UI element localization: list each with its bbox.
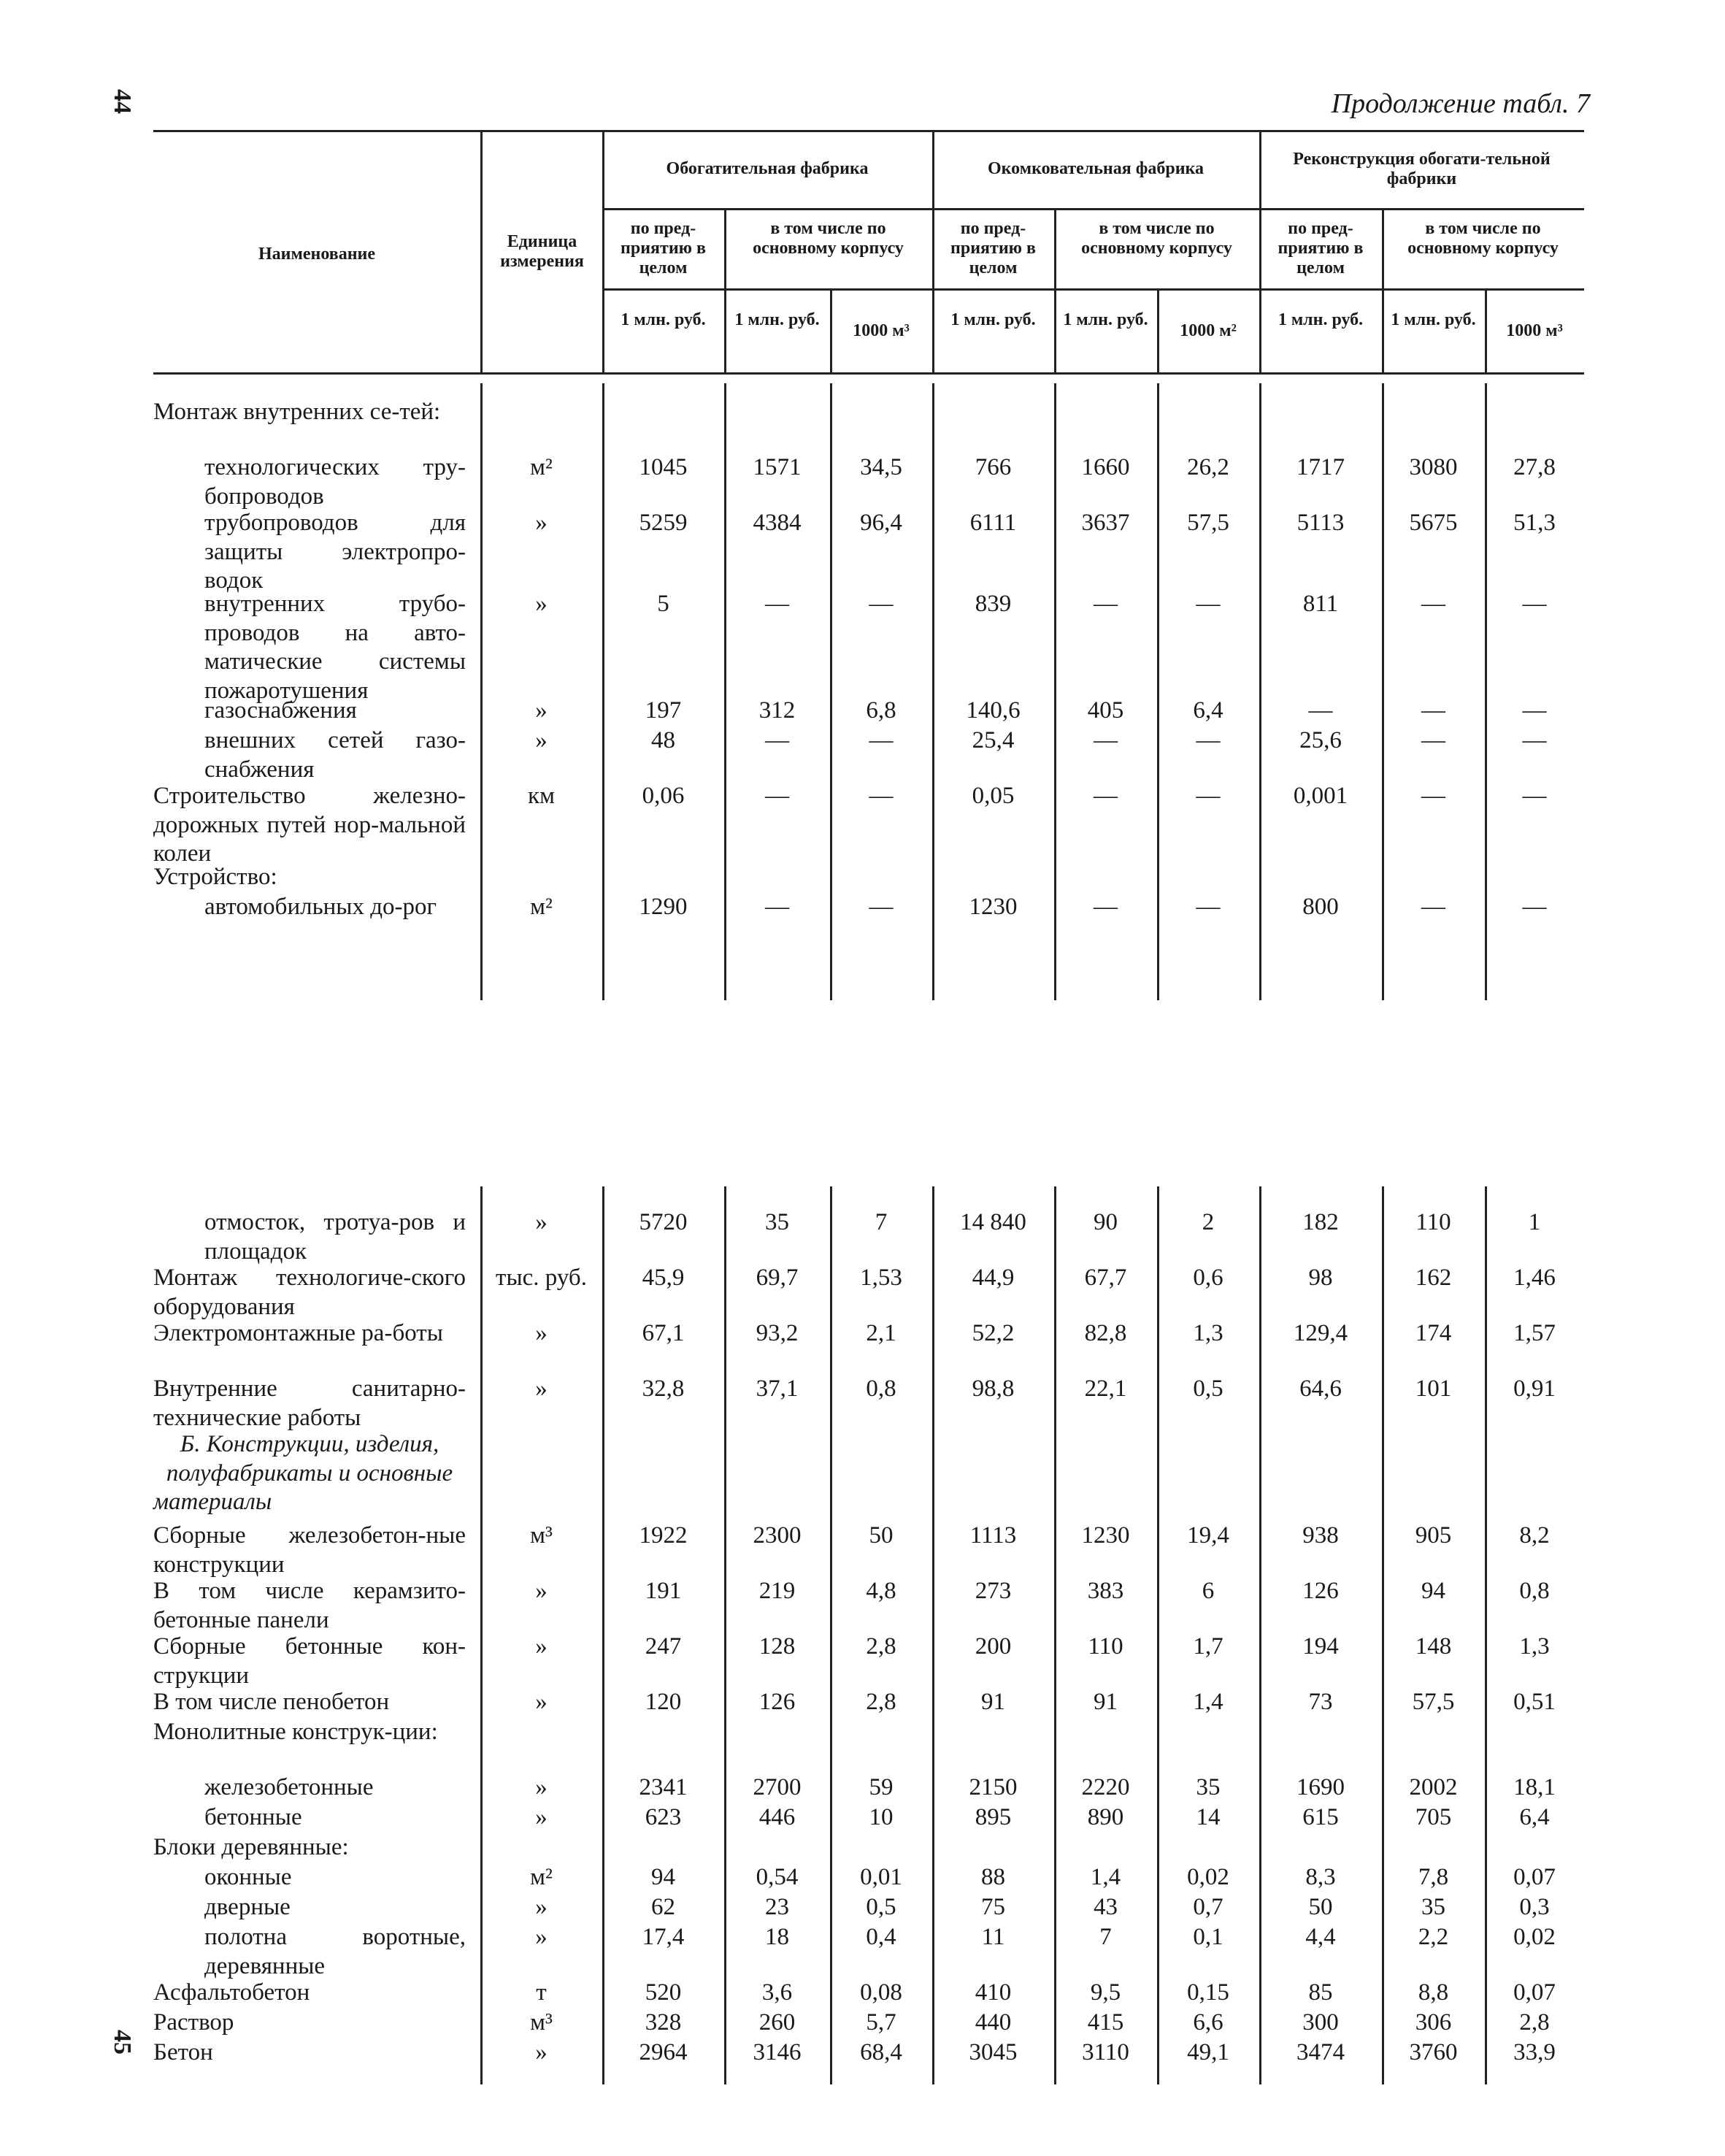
row-value: 68,4 bbox=[860, 2039, 902, 2065]
row-value: 2150 bbox=[969, 1774, 1018, 1800]
row-unit: » bbox=[535, 1320, 548, 1346]
row-name: оконные bbox=[204, 1864, 292, 1890]
row-name: Блоки деревянные: bbox=[153, 1834, 349, 1860]
row-unit: » bbox=[535, 1774, 548, 1800]
row-value: 273 bbox=[975, 1578, 1012, 1604]
header-unit-rub: 1 млн. руб. bbox=[734, 310, 820, 329]
row-value: 1,46 bbox=[1513, 1265, 1556, 1291]
row-value: 405 bbox=[1087, 697, 1124, 724]
row-value: 7 bbox=[875, 1209, 888, 1235]
row-value: 0,08 bbox=[860, 1979, 902, 2006]
row-name: Монтаж технологиче-ского оборудования bbox=[153, 1265, 466, 1320]
row-value: 73 bbox=[1308, 1689, 1333, 1715]
row-value: — bbox=[869, 591, 894, 617]
row-value: 260 bbox=[758, 2009, 796, 2036]
row-value: 6111 bbox=[969, 510, 1017, 536]
row-value: 75 bbox=[981, 1894, 1005, 1920]
row-value: 1717 bbox=[1296, 454, 1345, 480]
row-value: 0,05 bbox=[972, 783, 1015, 809]
row-value: — bbox=[1196, 727, 1221, 753]
header-unit-rub: 1 млн. руб. bbox=[1391, 310, 1476, 329]
row-name: Электромонтажные ра-боты bbox=[153, 1320, 443, 1346]
row-value: 57,5 bbox=[1187, 510, 1229, 536]
row-value: — bbox=[1522, 894, 1547, 920]
row-value: 25,6 bbox=[1299, 727, 1342, 753]
row-value: 27,8 bbox=[1513, 454, 1556, 480]
row-value: 0,1 bbox=[1193, 1924, 1223, 1950]
row-value: 1 bbox=[1528, 1209, 1541, 1235]
header-group: Обогатительная фабрика bbox=[666, 159, 869, 178]
row-value: 6,8 bbox=[866, 697, 896, 724]
row-value: 2,8 bbox=[866, 1689, 896, 1715]
row-value: 3,6 bbox=[761, 1979, 793, 2006]
row-unit: м² bbox=[530, 1864, 553, 1890]
header-unit-vol: 1000 м² bbox=[1180, 321, 1237, 340]
row-value: — bbox=[1094, 591, 1118, 617]
row-value: 415 bbox=[1087, 2009, 1124, 2036]
row-value: 67,1 bbox=[642, 1320, 685, 1346]
row-value: — bbox=[1094, 894, 1118, 920]
row-value: 96,4 bbox=[860, 510, 902, 536]
row-value: 82,8 bbox=[1084, 1320, 1127, 1346]
row-value: — bbox=[765, 894, 789, 920]
header-sub-total: по пред-приятию в целом bbox=[950, 219, 1036, 277]
row-name: Бетон bbox=[153, 2039, 213, 2065]
header-sub-total: по пред-приятию в целом bbox=[1278, 219, 1364, 277]
row-name: технологических тру-бопроводов bbox=[204, 454, 466, 510]
row-value: — bbox=[1308, 697, 1333, 724]
row-value: 3474 bbox=[1296, 2039, 1345, 2065]
row-unit: » bbox=[535, 1804, 548, 1830]
row-value: — bbox=[765, 783, 789, 809]
row-value: 766 bbox=[975, 454, 1012, 480]
row-value: 1,53 bbox=[860, 1265, 902, 1291]
row-unit: » bbox=[535, 727, 548, 753]
group-rule bbox=[932, 208, 1259, 210]
row-value: 35 bbox=[765, 1209, 789, 1235]
row-value: 67,7 bbox=[1084, 1265, 1127, 1291]
row-value: 0,5 bbox=[866, 1894, 896, 1920]
row-value: 0,06 bbox=[642, 783, 685, 809]
row-value: 2220 bbox=[1081, 1774, 1130, 1800]
row-name: автомобильных до-рог bbox=[204, 894, 437, 920]
row-value: 1,3 bbox=[1193, 1320, 1223, 1346]
row-value: 4384 bbox=[753, 510, 802, 536]
row-value: 120 bbox=[645, 1689, 682, 1715]
row-value: 25,4 bbox=[972, 727, 1015, 753]
row-value: 1,4 bbox=[1193, 1689, 1223, 1715]
row-value: — bbox=[869, 894, 894, 920]
row-value: — bbox=[1421, 591, 1445, 617]
row-value: 705 bbox=[1415, 1804, 1452, 1830]
row-value: 811 bbox=[1302, 591, 1339, 617]
row-value: 22,1 bbox=[1084, 1376, 1127, 1402]
header-name: Наименование bbox=[258, 245, 375, 264]
row-value: 162 bbox=[1415, 1265, 1452, 1291]
subgroup-rule bbox=[932, 288, 1259, 291]
row-value: 2,8 bbox=[1519, 2009, 1550, 2036]
row-value: 1045 bbox=[639, 454, 688, 480]
row-value: — bbox=[1094, 727, 1118, 753]
row-name: газоснабжения bbox=[204, 697, 357, 724]
row-value: 194 bbox=[1302, 1633, 1339, 1660]
row-value: 0,02 bbox=[1513, 1924, 1556, 1950]
row-value: 1230 bbox=[1081, 1522, 1130, 1549]
row-value: 1,57 bbox=[1513, 1320, 1556, 1346]
row-value: 0,4 bbox=[866, 1924, 896, 1950]
row-value: 8,8 bbox=[1418, 1979, 1449, 2006]
row-value: 3146 bbox=[753, 2039, 802, 2065]
row-value: 1,3 bbox=[1519, 1633, 1550, 1660]
row-value: 3080 bbox=[1409, 454, 1458, 480]
row-value: 0,001 bbox=[1293, 783, 1348, 809]
row-value: — bbox=[1196, 783, 1221, 809]
row-value: 4,4 bbox=[1305, 1924, 1336, 1950]
row-value: 129,4 bbox=[1293, 1320, 1348, 1346]
row-value: 5,7 bbox=[866, 2009, 896, 2036]
row-value: 1571 bbox=[753, 454, 802, 480]
row-value: 5113 bbox=[1296, 510, 1345, 536]
row-value: 3760 bbox=[1409, 2039, 1458, 2065]
row-value: 51,3 bbox=[1513, 510, 1556, 536]
row-name: бетонные bbox=[204, 1804, 302, 1830]
row-value: 32,8 bbox=[642, 1376, 685, 1402]
row-name: полотна воротные, деревянные bbox=[204, 1924, 466, 1979]
row-value: 90 bbox=[1094, 1209, 1118, 1235]
row-value: 6 bbox=[1202, 1578, 1215, 1604]
row-value: 11 bbox=[981, 1924, 1005, 1950]
row-unit: » bbox=[535, 591, 548, 617]
header-sub-total: по пред-приятию в целом bbox=[621, 219, 706, 277]
row-unit: » bbox=[535, 1894, 548, 1920]
row-value: 0,02 bbox=[1187, 1864, 1229, 1890]
row-value: 48 bbox=[651, 727, 675, 753]
row-unit: » bbox=[535, 510, 548, 536]
row-value: 890 bbox=[1087, 1804, 1124, 1830]
row-value: 50 bbox=[1308, 1894, 1333, 1920]
group-rule bbox=[602, 208, 932, 210]
row-name: Монолитные конструк-ции: bbox=[153, 1719, 438, 1745]
row-value: 520 bbox=[645, 1979, 682, 2006]
row-value: 306 bbox=[1415, 2009, 1452, 2036]
row-value: 5720 bbox=[639, 1209, 688, 1235]
row-value: 2300 bbox=[753, 1522, 802, 1549]
row-value: 10 bbox=[869, 1804, 894, 1830]
header-column-rule bbox=[932, 130, 934, 372]
row-value: 839 bbox=[975, 591, 1012, 617]
row-name: Монтаж внутренних се-тей: bbox=[153, 399, 441, 425]
row-value: 2341 bbox=[639, 1774, 688, 1800]
row-value: 140,6 bbox=[966, 697, 1021, 724]
row-value: 98 bbox=[1308, 1265, 1333, 1291]
header-unit-vol: 1000 м³ bbox=[853, 321, 910, 340]
row-value: — bbox=[765, 591, 789, 617]
header-column-rule bbox=[1157, 288, 1159, 372]
row-value: 14 bbox=[1196, 1804, 1221, 1830]
row-value: 44,9 bbox=[972, 1265, 1015, 1291]
row-unit: м³ bbox=[530, 2009, 553, 2036]
row-value: — bbox=[1522, 697, 1547, 724]
row-value: 623 bbox=[645, 1804, 682, 1830]
row-value: 383 bbox=[1087, 1578, 1124, 1604]
header-unit-rub: 1 млн. руб. bbox=[621, 310, 706, 329]
row-value: 0,51 bbox=[1513, 1689, 1556, 1715]
row-value: 7,8 bbox=[1418, 1864, 1449, 1890]
row-name: внутренних трубо-проводов на авто-матические системы пожаротушения bbox=[204, 591, 466, 704]
row-value: — bbox=[1196, 591, 1221, 617]
row-unit: » bbox=[535, 1578, 548, 1604]
row-value: 37,1 bbox=[756, 1376, 799, 1402]
row-value: 219 bbox=[758, 1578, 796, 1604]
row-value: 3045 bbox=[969, 2039, 1018, 2065]
row-value: 148 bbox=[1415, 1633, 1452, 1660]
header-group: Реконструкция обогати-тельной фабрики bbox=[1293, 150, 1551, 188]
row-value: 8,3 bbox=[1305, 1864, 1336, 1890]
row-value: — bbox=[1522, 783, 1547, 809]
row-value: 101 bbox=[1415, 1376, 1452, 1402]
row-value: 2,2 bbox=[1418, 1924, 1449, 1950]
section-heading: Б. Конструкции, изделия, полуфабрикаты и основные материалы bbox=[153, 1431, 453, 1516]
row-name: Асфальтобетон bbox=[153, 1979, 310, 2006]
row-value: 91 bbox=[1094, 1689, 1118, 1715]
row-value: 8,2 bbox=[1519, 1522, 1550, 1549]
row-value: 88 bbox=[981, 1864, 1005, 1890]
row-value: 312 bbox=[758, 697, 796, 724]
row-unit: » bbox=[535, 1209, 548, 1235]
row-value: 23 bbox=[765, 1894, 789, 1920]
row-value: 191 bbox=[645, 1578, 682, 1604]
row-name: В том числе пенобетон bbox=[153, 1689, 390, 1715]
row-value: 0,54 bbox=[756, 1864, 799, 1890]
row-value: 110 bbox=[1415, 1209, 1451, 1235]
row-value: 300 bbox=[1302, 2009, 1339, 2036]
row-value: 59 bbox=[869, 1774, 894, 1800]
row-unit: » bbox=[535, 697, 548, 724]
row-value: 0,91 bbox=[1513, 1376, 1556, 1402]
row-value: 50 bbox=[869, 1522, 894, 1549]
row-value: 5259 bbox=[639, 510, 688, 536]
row-value: 33,9 bbox=[1513, 2039, 1556, 2065]
row-value: 2,1 bbox=[866, 1320, 896, 1346]
row-value: 64,6 bbox=[1299, 1376, 1342, 1402]
row-value: 615 bbox=[1302, 1804, 1339, 1830]
row-value: 34,5 bbox=[860, 454, 902, 480]
header-column-rule bbox=[480, 130, 483, 372]
row-unit: км bbox=[528, 783, 555, 809]
row-value: 2700 bbox=[753, 1774, 802, 1800]
row-value: 905 bbox=[1415, 1522, 1452, 1549]
row-value: — bbox=[1094, 783, 1118, 809]
header-unit-rub: 1 млн. руб. bbox=[1063, 310, 1148, 329]
row-name: Сборные железобетон-ные конструкции bbox=[153, 1522, 466, 1578]
row-unit: » bbox=[535, 1924, 548, 1950]
row-name: Сборные бетонные кон-струкции bbox=[153, 1633, 466, 1689]
row-value: 2964 bbox=[639, 2039, 688, 2065]
row-value: — bbox=[1196, 894, 1221, 920]
row-name: железобетонные bbox=[204, 1774, 374, 1800]
row-value: 35 bbox=[1196, 1774, 1221, 1800]
row-unit: » bbox=[535, 1633, 548, 1660]
row-value: 6,4 bbox=[1193, 697, 1223, 724]
header-column-rule bbox=[602, 130, 604, 372]
row-name: внешних сетей газо-снабжения bbox=[204, 727, 466, 783]
row-value: — bbox=[765, 727, 789, 753]
row-value: 1290 bbox=[639, 894, 688, 920]
row-value: 182 bbox=[1302, 1209, 1339, 1235]
row-name: Строительство железно-дорожных путей нор-мальной колеи bbox=[153, 783, 466, 867]
row-value: 128 bbox=[758, 1633, 796, 1660]
row-value: 0,3 bbox=[1519, 1894, 1550, 1920]
header-unit-rub: 1 млн. руб. bbox=[950, 310, 1036, 329]
row-unit: м³ bbox=[530, 1522, 553, 1549]
row-value: 93,2 bbox=[756, 1320, 799, 1346]
row-value: 197 bbox=[645, 697, 682, 724]
row-value: 62 bbox=[651, 1894, 675, 1920]
page-number-bottom: 45 bbox=[109, 2030, 136, 2055]
row-name: В том числе керамзито-бетонные панели bbox=[153, 1578, 466, 1633]
row-value: 2 bbox=[1202, 1209, 1215, 1235]
row-value: 69,7 bbox=[756, 1265, 799, 1291]
row-value: — bbox=[1522, 591, 1547, 617]
header-column-rule bbox=[1382, 208, 1384, 372]
row-value: 0,01 bbox=[860, 1864, 902, 1890]
row-value: 0,8 bbox=[1519, 1578, 1550, 1604]
row-value: 0,7 bbox=[1193, 1894, 1223, 1920]
row-value: 85 bbox=[1308, 1979, 1333, 2006]
row-value: 5675 bbox=[1409, 510, 1458, 536]
row-value: 126 bbox=[1302, 1578, 1339, 1604]
row-name: отмосток, тротуа-ров и площадок bbox=[204, 1209, 466, 1265]
row-value: 3110 bbox=[1082, 2039, 1129, 2065]
row-value: 1113 bbox=[969, 1522, 1017, 1549]
header-unit: Единица измерения bbox=[500, 232, 584, 271]
header-column-rule bbox=[724, 208, 726, 372]
row-value: 938 bbox=[1302, 1522, 1339, 1549]
row-value: 43 bbox=[1094, 1894, 1118, 1920]
row-value: 91 bbox=[981, 1689, 1005, 1715]
table-caption: Продолжение табл. 7 bbox=[1331, 88, 1590, 119]
row-unit: т bbox=[536, 1979, 547, 2006]
row-name: дверные bbox=[204, 1894, 291, 1920]
row-value: 98,8 bbox=[972, 1376, 1015, 1402]
header-sub-main: в том числе по основному корпусу bbox=[1081, 219, 1232, 258]
row-unit: » bbox=[535, 2039, 548, 2065]
row-value: 1,7 bbox=[1193, 1633, 1223, 1660]
row-value: 94 bbox=[1421, 1578, 1445, 1604]
header-unit-vol: 1000 м³ bbox=[1506, 321, 1563, 340]
row-value: 94 bbox=[651, 1864, 675, 1890]
row-value: 174 bbox=[1415, 1320, 1452, 1346]
row-value: — bbox=[1421, 783, 1445, 809]
row-value: 18,1 bbox=[1513, 1774, 1556, 1800]
row-name: трубопроводов для защиты электропро-водок bbox=[204, 510, 466, 594]
row-unit: » bbox=[535, 1689, 548, 1715]
row-value: 6,4 bbox=[1519, 1804, 1550, 1830]
row-value: — bbox=[1421, 727, 1445, 753]
header-column-rule bbox=[1485, 288, 1487, 372]
row-value: 200 bbox=[975, 1633, 1012, 1660]
row-unit: м² bbox=[530, 894, 553, 920]
row-value: 895 bbox=[975, 1804, 1012, 1830]
group-rule bbox=[1259, 208, 1584, 210]
row-value: 52,2 bbox=[972, 1320, 1015, 1346]
row-value: 6,6 bbox=[1193, 2009, 1223, 2036]
row-value: 0,15 bbox=[1187, 1979, 1229, 2006]
header-column-rule bbox=[830, 288, 832, 372]
row-value: — bbox=[1522, 727, 1547, 753]
row-value: 247 bbox=[645, 1633, 682, 1660]
header-top-rule bbox=[153, 130, 1584, 132]
row-value: 1,4 bbox=[1090, 1864, 1121, 1890]
row-value: 1922 bbox=[639, 1522, 688, 1549]
subgroup-rule bbox=[1259, 288, 1584, 291]
subgroup-rule bbox=[602, 288, 932, 291]
row-value: 1660 bbox=[1081, 454, 1130, 480]
page-number-top: 44 bbox=[109, 89, 136, 114]
row-value: — bbox=[1421, 697, 1445, 724]
header-sub-main: в том числе по основному корпусу bbox=[753, 219, 904, 258]
row-value: 49,1 bbox=[1187, 2039, 1229, 2065]
header-sub-main: в том числе по основному корпусу bbox=[1407, 219, 1559, 258]
header-group: Окомковательная фабрика bbox=[988, 159, 1204, 178]
row-value: 9,5 bbox=[1090, 1979, 1121, 2006]
row-value: 57,5 bbox=[1412, 1689, 1455, 1715]
row-value: 110 bbox=[1088, 1633, 1123, 1660]
row-value: 0,07 bbox=[1513, 1979, 1556, 2006]
row-value: 328 bbox=[645, 2009, 682, 2036]
row-value: 19,4 bbox=[1187, 1522, 1229, 1549]
row-value: 5 bbox=[657, 591, 669, 617]
row-name: Внутренние санитарно-технические работы bbox=[153, 1376, 466, 1431]
row-value: 2,8 bbox=[866, 1633, 896, 1660]
row-value: 800 bbox=[1302, 894, 1339, 920]
row-unit: м² bbox=[530, 454, 553, 480]
row-value: 4,8 bbox=[866, 1578, 896, 1604]
row-name: Устройство: bbox=[153, 864, 277, 890]
row-value: 446 bbox=[758, 1804, 796, 1830]
row-name: Раствор bbox=[153, 2009, 234, 2036]
header-column-rule bbox=[1259, 130, 1261, 372]
row-value: 2002 bbox=[1409, 1774, 1458, 1800]
row-value: 0,5 bbox=[1193, 1376, 1223, 1402]
row-value: 26,2 bbox=[1187, 454, 1229, 480]
row-value: 7 bbox=[1099, 1924, 1112, 1950]
row-value: — bbox=[869, 783, 894, 809]
header-bottom-rule bbox=[153, 372, 1584, 375]
row-value: 45,9 bbox=[642, 1265, 685, 1291]
row-value: 1690 bbox=[1296, 1774, 1345, 1800]
row-value: 35 bbox=[1421, 1894, 1445, 1920]
row-unit: » bbox=[535, 1376, 548, 1402]
row-value: 14 840 bbox=[960, 1209, 1026, 1235]
row-value: 3637 bbox=[1081, 510, 1130, 536]
row-unit: тыс. руб. bbox=[496, 1265, 587, 1291]
row-value: 0,6 bbox=[1193, 1265, 1223, 1291]
row-value: 18 bbox=[765, 1924, 789, 1950]
row-value: 0,07 bbox=[1513, 1864, 1556, 1890]
header-unit-rub: 1 млн. руб. bbox=[1278, 310, 1364, 329]
row-value: — bbox=[869, 727, 894, 753]
row-value: 17,4 bbox=[642, 1924, 685, 1950]
row-value: 440 bbox=[975, 2009, 1012, 2036]
row-value: — bbox=[1421, 894, 1445, 920]
row-value: 126 bbox=[758, 1689, 796, 1715]
header-column-rule bbox=[1054, 208, 1056, 372]
row-value: 1230 bbox=[969, 894, 1018, 920]
row-value: 410 bbox=[975, 1979, 1012, 2006]
row-value: 0,8 bbox=[866, 1376, 896, 1402]
